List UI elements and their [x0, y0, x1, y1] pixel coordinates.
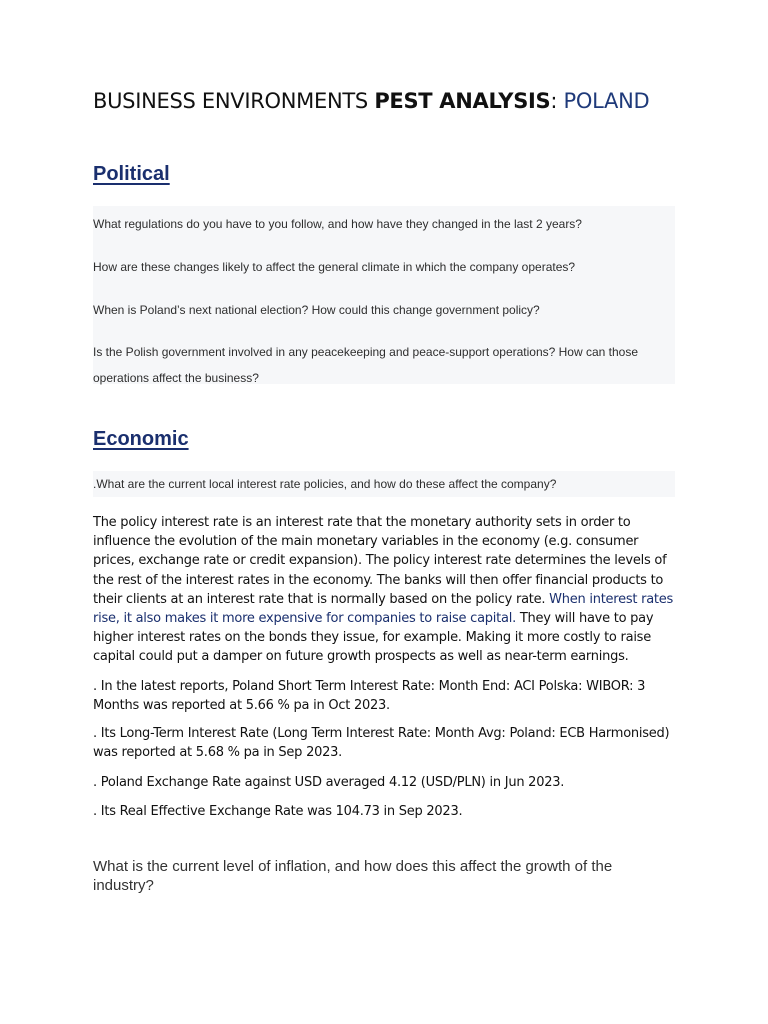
title-country: POLAND [563, 89, 650, 113]
political-question-2: How are these changes likely to affect the general climate in which the company operates? [93, 260, 576, 274]
bullet-long-term-rate: . Its Long-Term Interest Rate (Long Term Interest Rate: Month Avg: Poland: ECB Harmonised) was reported at 5.68 % pa in Sep 2023. [93, 726, 670, 761]
paragraph-text-continued: They will have to pay higher interest rates on the bonds they issue, for example. Making it more costly to raise capital could put a damper on future growth prospects as well as near-term earnings. [93, 611, 654, 665]
inflation-question: What is the current level of inflation, and how does this affect the growth of the industry? [93, 858, 613, 894]
bullet-real-effective-rate: . Its Real Effective Exchange Rate was 104.73 in Sep 2023. [93, 804, 463, 819]
economic-question-box [93, 471, 675, 497]
bullet-exchange-rate: . Poland Exchange Rate against USD averaged 4.12 (USD/PLN) in Jun 2023. [93, 775, 565, 790]
political-question-4: Is the Polish government involved in any peacekeeping and peace-support operations? How can those operations affect the business? [93, 345, 639, 385]
title-text: BUSINESS ENVIRONMENTS [93, 89, 375, 113]
bullet-short-term-rate: . In the latest reports, Poland Short Term Interest Rate: Month End: ACI Polska: WIBOR: 3 Months was reported at 5.66 % pa in Oct 2023. [93, 679, 646, 714]
interest-rate-paragraph [93, 513, 677, 667]
political-question-3: When is Poland’s next national election? How could this change government policy? [93, 303, 540, 317]
political-heading: Political [93, 163, 170, 185]
paragraph-text: The policy interest rate is an interest rate that the monetary authority sets in order to influence the evolution of the main monetary variables in the economy (e.g. consumer prices, exchange rate or credit expansion). The policy interest rate determines the levels of the rest of the interest rates in the economy. The banks will then offer financial products to their clients at an interest rate that is normally based on the policy rate. [93, 515, 667, 607]
economic-heading: Economic [93, 428, 189, 450]
economic-question: .What are the current local interest rate policies, and how do these affect the company? [93, 477, 557, 491]
political-questions-box [93, 206, 675, 384]
paragraph-highlight: When interest rates rise, it also makes it more expensive for companies to raise capital. [93, 591, 674, 627]
title-colon: : [550, 89, 564, 113]
title-bold-text: PEST ANALYSIS [374, 89, 551, 113]
political-question-1: What regulations do you have to you follow, and how have they changed in the last 2 years? [93, 217, 582, 231]
document-title [93, 89, 693, 113]
